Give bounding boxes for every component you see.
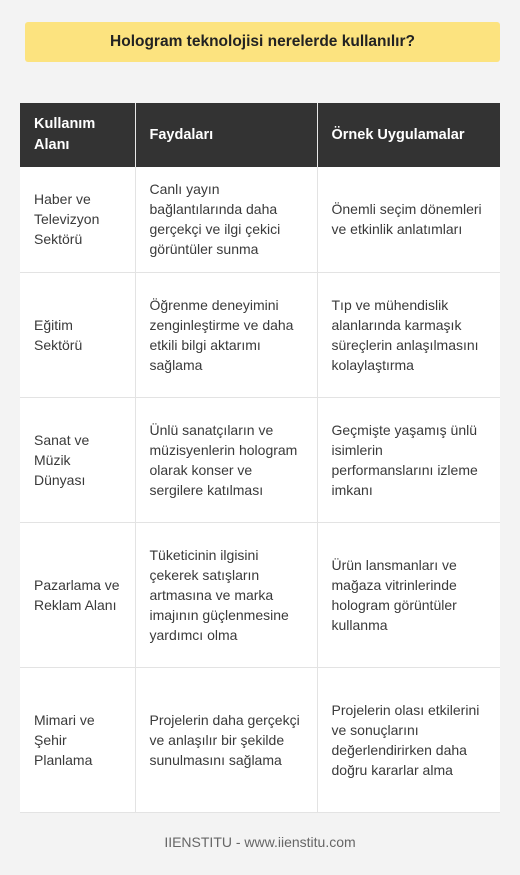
cell-examples: Projelerin olası etkilerini ve sonuçlarını değerlendirirken daha doğru kararlar alma — [317, 667, 500, 812]
table-row — [20, 167, 500, 272]
header-examples: Örnek Uygulamalar — [317, 103, 500, 167]
cell-usage-area: Pazarlama ve Reklam Alanı — [20, 522, 135, 667]
cell-benefits: Ünlü sanatçıların ve müzisyenlerin hologram olarak konser ve sergilere katılması — [135, 397, 317, 522]
table-row — [20, 522, 500, 667]
cell-examples: Ürün lansmanları ve mağaza vitrinlerinde hologram görüntüler kullanma — [317, 522, 500, 667]
table-row — [20, 667, 500, 812]
usage-table — [20, 103, 500, 813]
cell-usage-area: Sanat ve Müzik Dünyası — [20, 397, 135, 522]
cell-usage-area: Eğitim Sektörü — [20, 272, 135, 397]
header-usage-area: Kullanım Alanı — [20, 103, 135, 167]
table-header-row — [20, 103, 500, 167]
header-benefits: Faydaları — [135, 103, 317, 167]
cell-benefits: Projelerin daha gerçekçi ve anlaşılır bir şekilde sunulmasını sağlama — [135, 667, 317, 812]
cell-benefits: Öğrenme deneyimini zenginleştirme ve daha etkili bilgi aktarımı sağlama — [135, 272, 317, 397]
table-row — [20, 272, 500, 397]
cell-usage-area: Haber ve Televizyon Sektörü — [20, 167, 135, 272]
cell-examples: Geçmişte yaşamış ünlü isimlerin performanslarını izleme imkanı — [317, 397, 500, 522]
footer-credit: IIENSTITU - www.iienstitu.com — [164, 834, 356, 850]
cell-examples: Önemli seçim dönemleri ve etkinlik anlatımları — [317, 167, 500, 272]
cell-usage-area: Mimari ve Şehir Planlama — [20, 667, 135, 812]
cell-benefits: Canlı yayın bağlantılarında daha gerçekçi ve ilgi çekici görüntüler sunma — [135, 167, 317, 272]
page-title: Hologram teknolojisi nerelerde kullanılır? — [25, 22, 500, 62]
cell-benefits: Tüketicinin ilgisini çekerek satışların artmasına ve marka imajının güçlenmesine yardımcı olma — [135, 522, 317, 667]
cell-examples: Tıp ve mühendislik alanlarında karmaşık süreçlerin anlaşılmasını kolaylaştırma — [317, 272, 500, 397]
table-row — [20, 397, 500, 522]
